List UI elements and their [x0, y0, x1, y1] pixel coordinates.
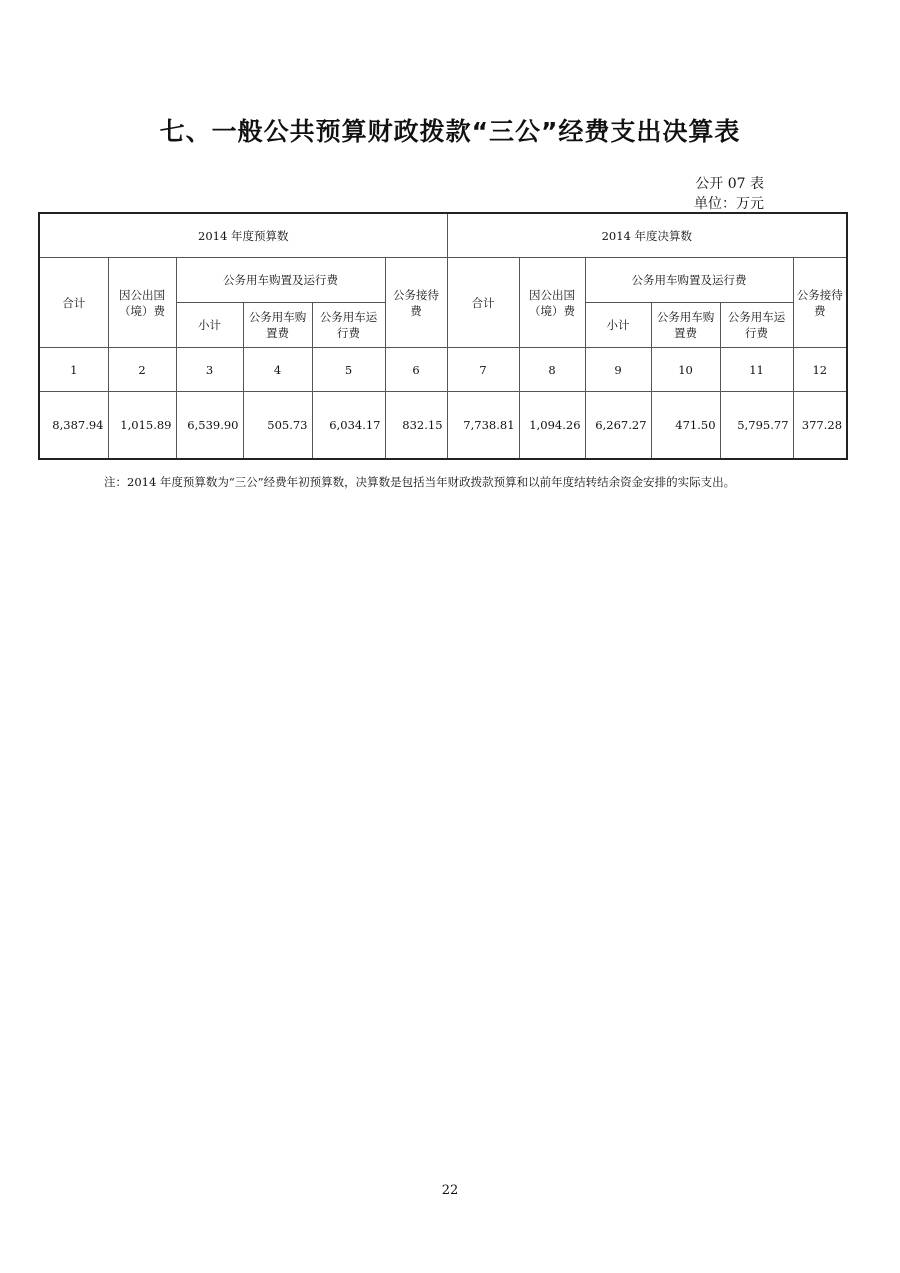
- header-car: 公务用车购置及运行费: [176, 258, 385, 303]
- value-cell: 8,387.94: [39, 392, 108, 460]
- column-number: 8: [519, 348, 585, 392]
- budget-group-header: 2014 年度预算数: [39, 213, 447, 258]
- value-cell: 377.28: [793, 392, 847, 460]
- final-group-header: 2014 年度决算数: [447, 213, 847, 258]
- value-cell: 6,034.17: [312, 392, 385, 460]
- value-cell: 471.50: [651, 392, 720, 460]
- header-subtotal: 小计: [585, 303, 651, 348]
- page-title: 七、一般公共预算财政拨款“三公”经费支出决算表: [159, 117, 741, 146]
- expense-table: [38, 212, 848, 460]
- header-car-purchase: 公务用车购置费: [243, 303, 312, 348]
- header-car-operation: 公务用车运行费: [312, 303, 385, 348]
- value-cell: 1,094.26: [519, 392, 585, 460]
- column-number: 12: [793, 348, 847, 392]
- value-cell: 1,015.89: [108, 392, 176, 460]
- value-cell: 6,539.90: [176, 392, 243, 460]
- page-number: 22: [441, 1183, 459, 1198]
- header-total: 合计: [39, 258, 108, 348]
- value-cell: 5,795.77: [720, 392, 793, 460]
- header-car-purchase: 公务用车购置费: [651, 303, 720, 348]
- header-abroad: 因公出国（境）费: [108, 258, 176, 348]
- column-number: 6: [385, 348, 447, 392]
- header-reception: 公务接待费: [793, 258, 847, 348]
- header-total: 合计: [447, 258, 519, 348]
- header-car-operation: 公务用车运行费: [720, 303, 793, 348]
- value-cell: 505.73: [243, 392, 312, 460]
- unit-label: 单位：万元: [694, 196, 764, 212]
- value-cell: 832.15: [385, 392, 447, 460]
- column-number: 3: [176, 348, 243, 392]
- column-number: 10: [651, 348, 720, 392]
- column-number: 7: [447, 348, 519, 392]
- header-reception: 公务接待费: [385, 258, 447, 348]
- table-note: 注：2014 年度预算数为“三公”经费年初预算数，决算数是包括当年财政拨款预算和以前年度结转结余资金安排的实际支出。: [104, 475, 736, 489]
- column-number: 2: [108, 348, 176, 392]
- column-number: 5: [312, 348, 385, 392]
- column-number: 11: [720, 348, 793, 392]
- header-subtotal: 小计: [176, 303, 243, 348]
- value-cell: 6,267.27: [585, 392, 651, 460]
- column-number: 4: [243, 348, 312, 392]
- header-car: 公务用车购置及运行费: [585, 258, 793, 303]
- header-abroad: 因公出国（境）费: [519, 258, 585, 348]
- column-number: 9: [585, 348, 651, 392]
- column-number: 1: [39, 348, 108, 392]
- value-cell: 7,738.81: [447, 392, 519, 460]
- table-code: 公开 07 表: [695, 176, 764, 192]
